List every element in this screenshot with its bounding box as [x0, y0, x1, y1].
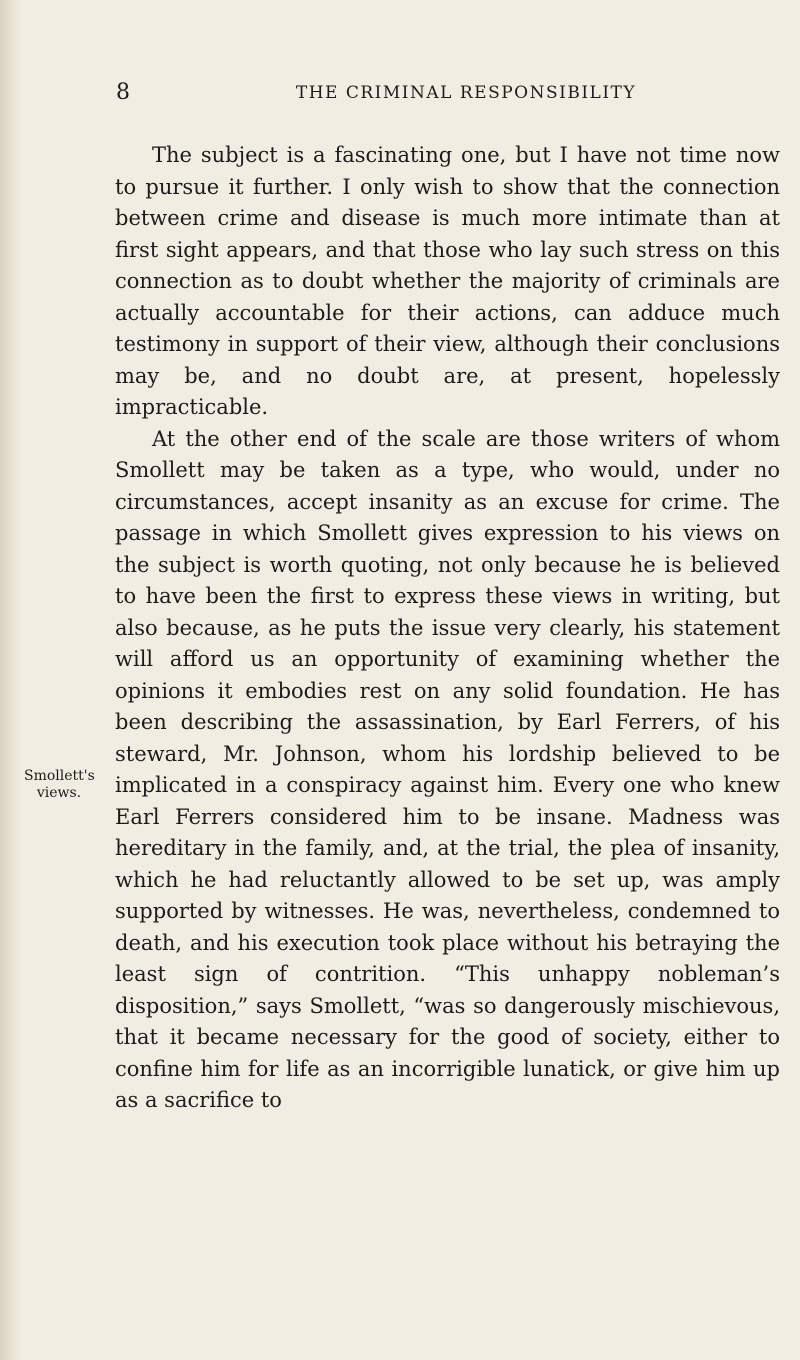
paragraph: The subject is a fascinating one, but I have not time now to pursue it further. I only wish to show that the connection between crime and disease is much more intimate than at first sight appears, and that those who lay such stress on this connection as to doubt whether the majority of criminals are actually accountable for their actions, can adduce much testimony in support of their view, although their conclusions may be, and no doubt are, at present, hopelessly impracticable.	[115, 143, 780, 419]
margin-note	[24, 768, 94, 802]
margin-note-line: views.	[36, 785, 82, 801]
page-number: 8	[116, 80, 130, 105]
running-head: THE CRIMINAL RESPONSIBILITY	[295, 83, 637, 103]
page-header	[116, 78, 776, 108]
page-spine-shadow	[0, 0, 22, 1360]
body-text	[115, 140, 780, 1117]
paragraph: At the other end of the scale are those writers of whom Smollett may be taken as a type, who would, under no circumstances, accept insanity as an excuse for crime. The passage in which Smollett gives expression to his views on the subject is worth quoting, not only because he is believed to have been the first to express these views in writing, but also because, as he puts the issue very clearly, his statement will afford us an opportunity of examining whether the opinions it embodies rest on any solid foundation. He has been describing the assassination, by Earl Ferrers, of his steward, Mr. Johnson, whom his lordship believed to be implicated in a conspiracy against him. Every one who knew Earl Ferrers considered him to be insane. Madness was hereditary in the family, and, at the trial, the plea of insanity, which he had reluctantly allowed to be set up, was amply supported by witnesses. He was, nevertheless, condemned to death, and his execution took place without his betraying the least sign of contrition. “This unhappy nobleman’s disposition,” says Smollett, “was so dangerously mischievous, that it became necessary for the good of society, either to confine him for life as an incorrigible lunatick, or give him up as a sacrifice to	[115, 426, 780, 1112]
margin-note-line: Smollett's	[24, 768, 95, 784]
